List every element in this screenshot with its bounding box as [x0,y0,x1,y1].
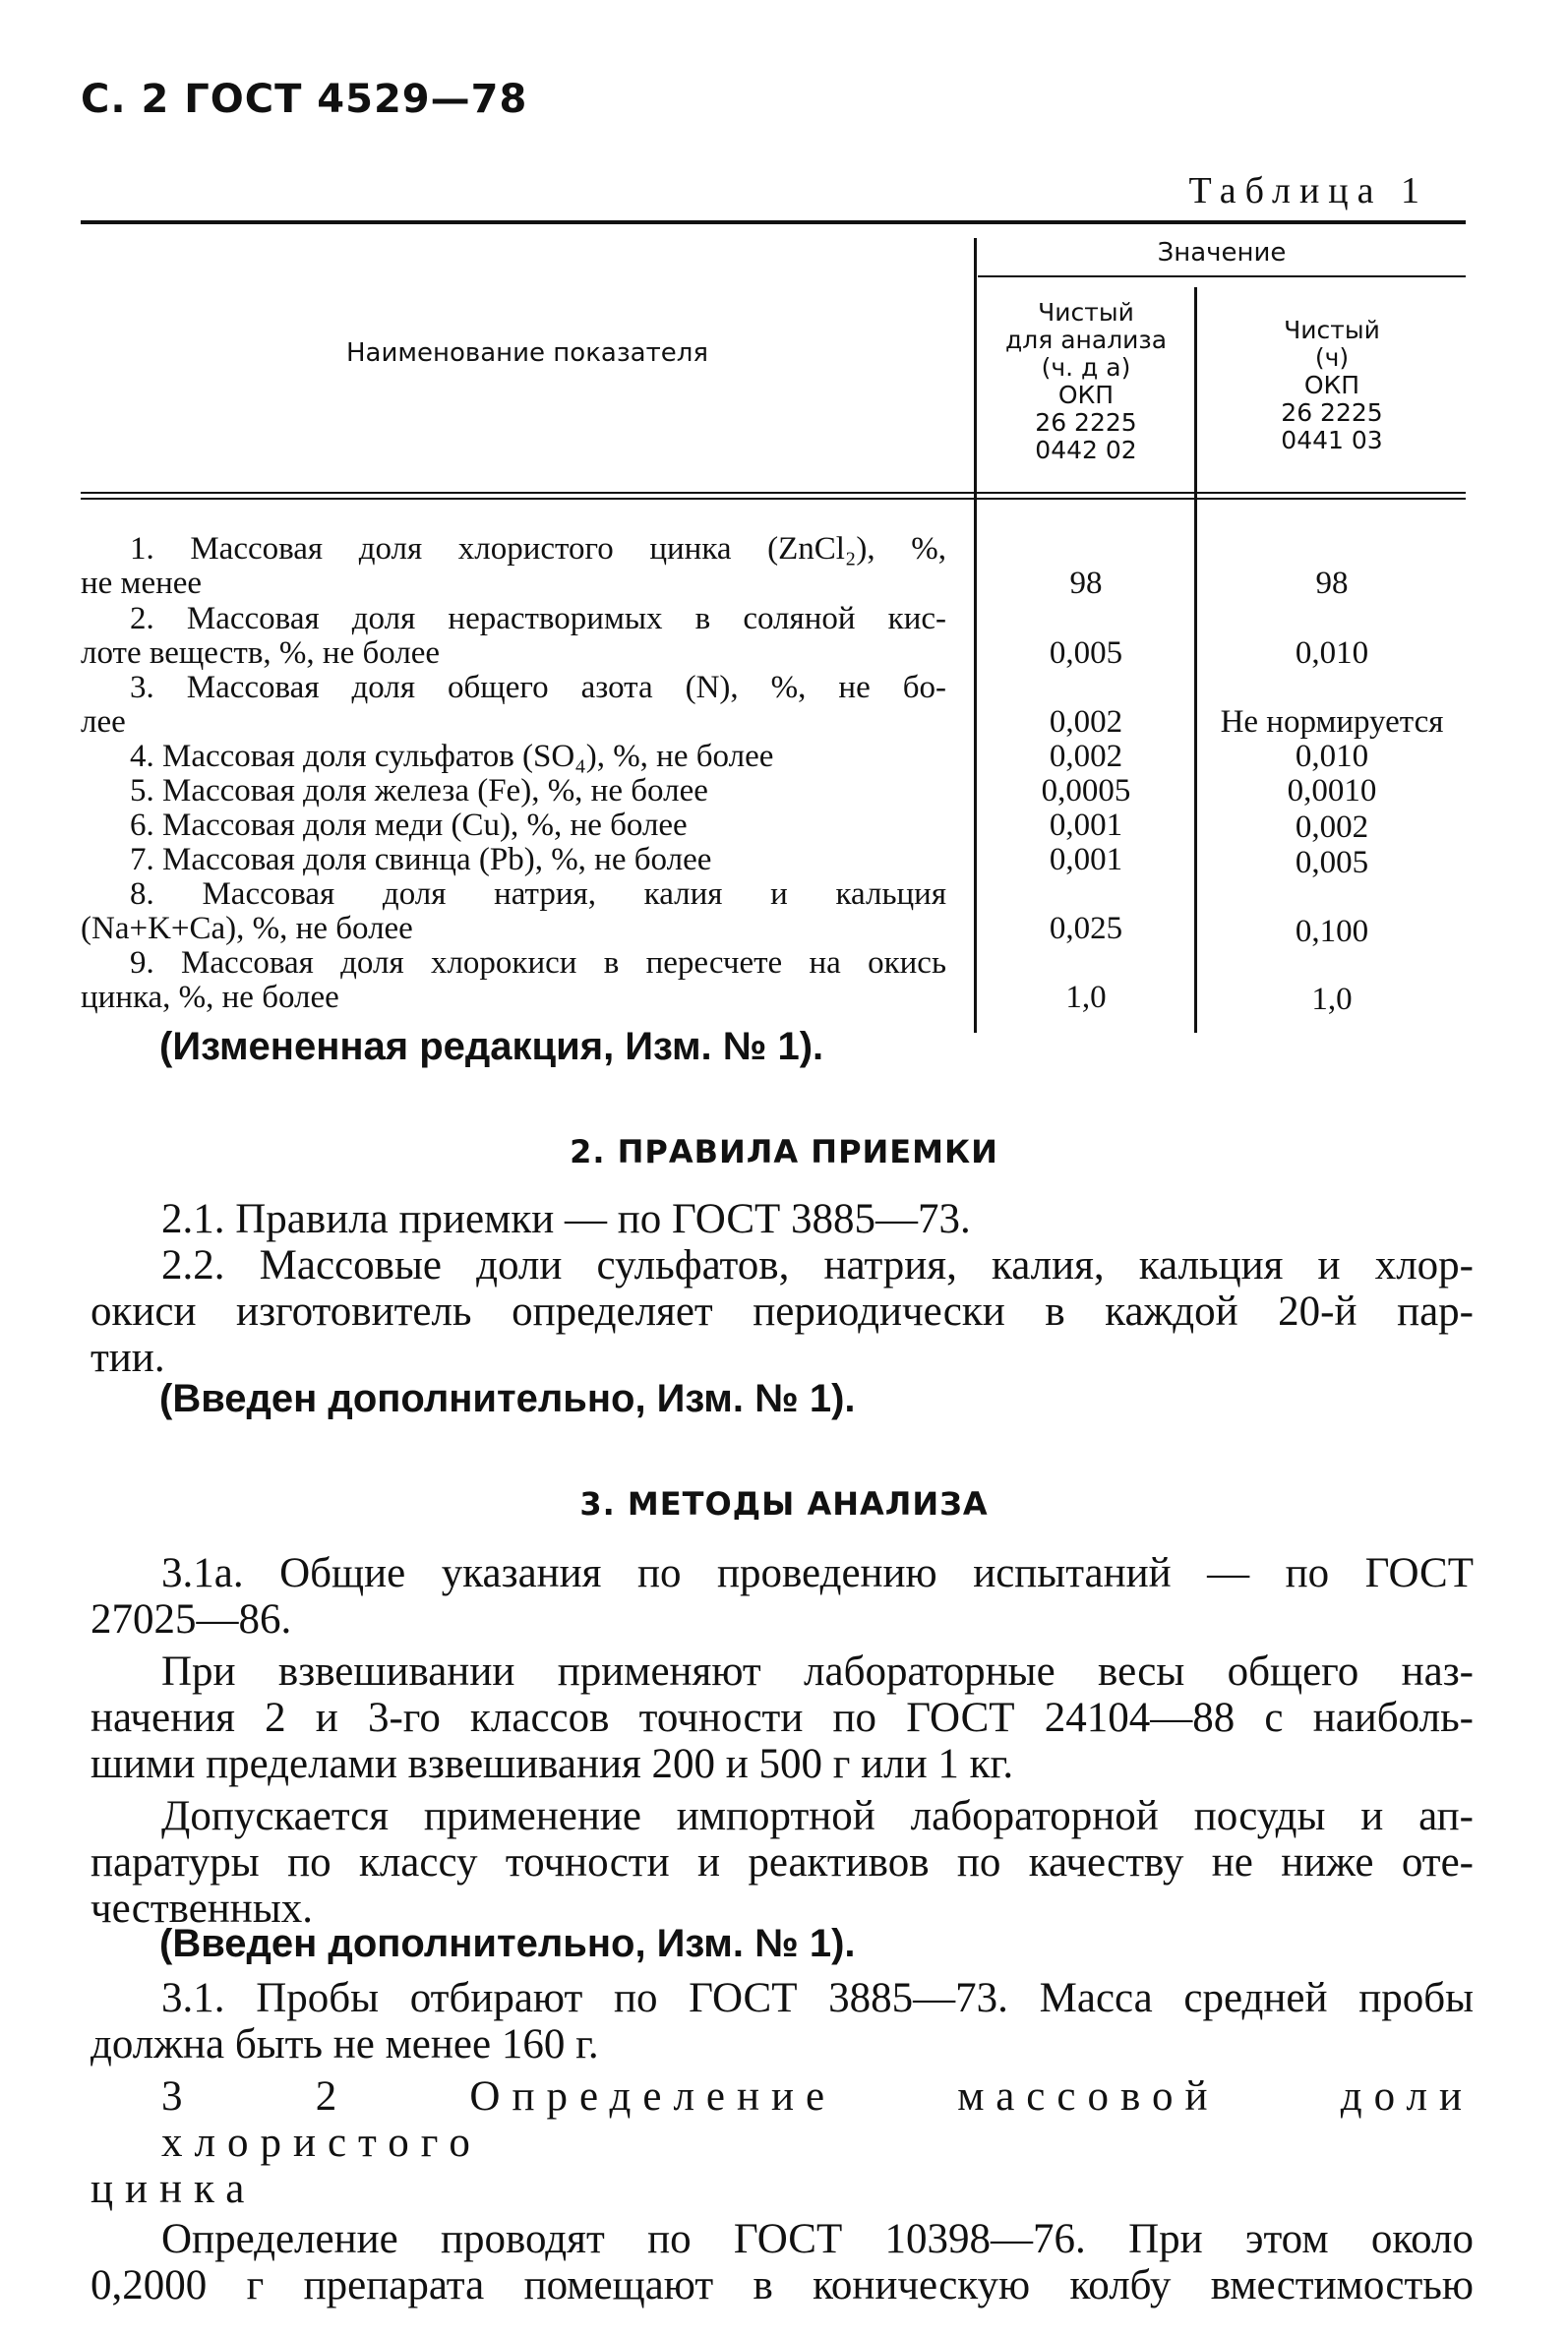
row-6-line-1: 6. Массовая доля меди (Cu), %, не более [130,808,688,843]
row-9-value-1: 1,0 [1065,980,1107,1015]
column-divider-1 [974,238,977,1033]
column-header-pure: Чистый (ч) ОКП 26 2225 0441 03 [1281,316,1383,454]
glassware-line-1: Допускается применение импортной лабораторной посуды и ап- [161,1793,1474,1839]
table-row-name [81,740,946,774]
weighing-line-3: шими пределами взвешивания 200 и 500 г или 1 кг. [90,1741,1014,1787]
row-2-line-2: лоте веществ, %, не более [81,635,441,671]
row-5-line-1: 5. Массовая доля железа (Fe), %, не более [130,773,708,809]
row-7-value-1: 0,001 [1049,842,1123,877]
clause-3-1a-line-2: 27025—86. [90,1596,292,1643]
row-1-value-2: 98 [1315,566,1349,601]
table-amendment-note: (Измененная редакция, Изм. № 1). [159,1025,824,1068]
column-header-name: Наименование показателя [345,338,708,368]
table-top-rule [81,220,1466,224]
table-row-name [81,671,946,740]
table-caption: Таблица 1 [1188,170,1428,211]
row-1-line-1: 1. Массовая доля хлористого цинка (ZnCl₂), %, [130,531,946,567]
section-2-title: 2. ПРАВИЛА ПРИЕМКИ [570,1133,998,1170]
clause-2-2-line-1: 2.2. Массовые доли сульфатов, натрия, калия, кальция и хлор- [161,1242,1474,1288]
row-3-value-1: 0,002 [1049,704,1123,740]
row-8-line-2: (Na+K+Ca), %, не более [81,911,413,946]
table-row-name [81,809,946,843]
row-8-value-1: 0,025 [1049,911,1123,946]
row-2-value-2: 0,010 [1295,635,1369,671]
row-3-value-2: Не нормируется [1220,704,1444,740]
section-2-body [90,1196,1474,1381]
row-3-line-2: лее [81,704,126,740]
value-header-rule [978,275,1466,277]
table-row-name [81,843,946,877]
glassware-line-3: чественных. [90,1886,313,1932]
clause-3-2-line-2: 0,2000 г препарата помещают в коническую колбу вместимостью [90,2262,1474,2308]
row-4-value-2: 0,010 [1295,739,1369,774]
clause-3-2-line-1: Определение проводят по ГОСТ 10398—76. При этом около [161,2216,1474,2262]
row-6-value-2: 0,002 [1295,809,1369,845]
header-bottom-rule [81,492,1466,494]
column-header-value: Значение [1157,238,1287,268]
header-bottom-rule-2 [81,498,1466,500]
row-4-value-1: 0,002 [1049,739,1123,774]
table-row-name [81,602,946,671]
row-6-value-1: 0,001 [1049,808,1123,843]
row-3-line-1: 3. Массовая доля общего азота (N), %, не бо- [130,670,946,705]
table-row-name [81,877,946,946]
weighing-line-2: начения 2 и 3-го классов точности по ГОСТ 24104—88 с наиболь- [90,1695,1474,1741]
clause-3-1-line-2: должна быть не менее 160 г. [90,2021,599,2067]
table-row-name [81,946,946,1015]
row-8-line-1: 8. Массовая доля натрия, калия и кальция [130,876,946,912]
clause-2-2-line-3: тии. [90,1335,165,1381]
table-row-name [81,532,946,601]
clause-3-2-heading-line-2: цинка [90,2166,257,2212]
row-7-value-2: 0,005 [1295,845,1369,880]
row-7-line-1: 7. Массовая доля свинца (Pb), %, не более [130,842,712,877]
section-3-body [90,1550,1474,1932]
row-2-value-1: 0,005 [1049,635,1123,671]
section-2-amendment-note: (Введен дополнительно, Изм. № 1). [159,1377,856,1420]
row-8-value-2: 0,100 [1295,914,1369,949]
clause-3-1-line-1: 3.1. Пробы отбирают по ГОСТ 3885—73. Масса средней пробы [161,1975,1474,2021]
row-1-value-1: 98 [1069,566,1103,601]
clause-2-1: 2.1. Правила приемки — по ГОСТ 3885—73. [161,1196,971,1242]
row-9-value-2: 1,0 [1311,982,1353,1017]
clause-3-1a-line-1: 3.1а. Общие указания по проведению испытаний — по ГОСТ [161,1550,1474,1596]
row-9-line-2: цинка, %, не более [81,980,339,1015]
specification-table [81,220,1466,1027]
section-3-title: 3. МЕТОДЫ АНАЛИЗА [579,1485,989,1523]
section-3-body-continued [90,1975,1474,2308]
clause-2-2-line-2: окиси изготовитель определяет периодически в каждой 20-й пар- [90,1288,1474,1335]
clause-3-2-heading-line-1: 3 2 Определение массовой доли хлористого [161,2073,1474,2166]
row-2-line-1: 2. Массовая доля нерастворимых в соляной кис- [130,601,946,636]
section-3-amendment-note: (Введен дополнительно, Изм. № 1). [159,1922,856,1965]
row-5-value-2: 0,0010 [1287,773,1377,809]
row-5-value-1: 0,0005 [1041,773,1131,809]
row-1-line-2: не менее [81,566,203,601]
weighing-line-1: При взвешивании применяют лабораторные весы общего наз- [161,1648,1474,1695]
row-4-line-1: 4. Массовая доля сульфатов (SO₄), %, не более [130,739,774,774]
column-header-pure-for-analysis: Чистый для анализа (ч. д а) ОКП 26 2225 0442 02 [1004,298,1168,464]
row-9-line-1: 9. Массовая доля хлорокиси в пересчете на окись [130,945,946,981]
page-header: С. 2 ГОСТ 4529—78 [81,77,528,122]
column-divider-2 [1194,287,1197,1033]
table-row-name [81,774,946,809]
glassware-line-2: паратуры по классу точности и реактивов по качеству не ниже оте- [90,1839,1474,1886]
